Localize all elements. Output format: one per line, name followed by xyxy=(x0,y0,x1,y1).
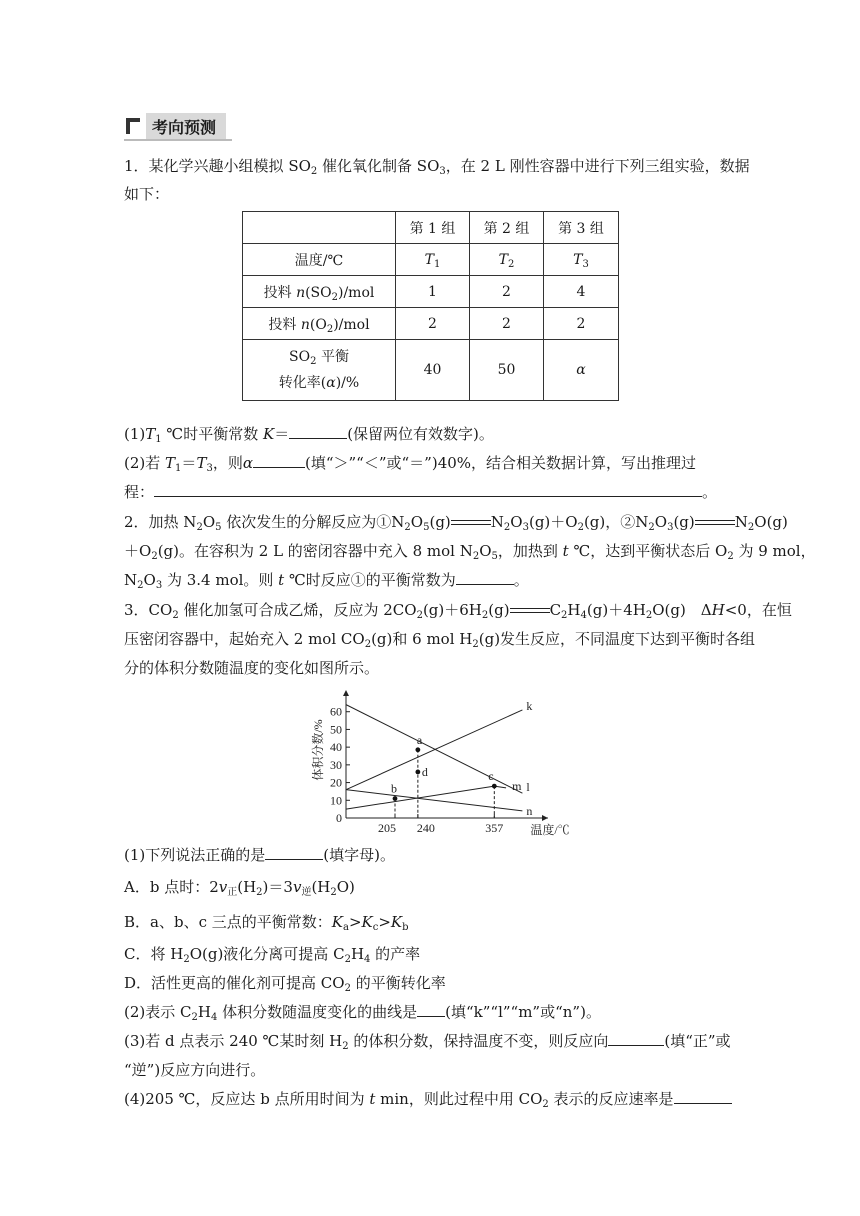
table-cell: 1 xyxy=(396,276,470,308)
point-b xyxy=(393,796,398,801)
answer-blank[interactable] xyxy=(154,482,702,497)
conversion-label: $SO_2$ 平衡 转化率(α)/% xyxy=(243,340,396,401)
x-tick-label: 357 xyxy=(485,821,504,835)
q3-option-a: A．b 点时：$2v_正(H_2)=3v_逆(H_2O)$ xyxy=(124,878,355,898)
q1-stem-line1: 1．某化学兴趣小组模拟 $SO_2$ 催化氧化制备 $SO_3$，在 2 L 刚性容器中进行下列三组实验，数据 xyxy=(124,157,750,177)
y-tick-label: 20 xyxy=(330,775,342,790)
q3-sub3-line2: “逆”)反应方向进行。 xyxy=(124,1061,266,1079)
y-tick-label: 10 xyxy=(330,793,342,808)
section-header xyxy=(124,114,226,138)
y-axis-label: 体积分数/% xyxy=(311,719,325,781)
point-label-c: c xyxy=(488,769,494,784)
series-line-l xyxy=(346,705,522,794)
q1-data-table xyxy=(242,211,619,401)
y-tick-label: 0 xyxy=(336,811,342,825)
series-label-n: n xyxy=(526,803,533,818)
q1-stem-line2: 如下： xyxy=(124,185,170,203)
table-cell: $T_2$ xyxy=(470,244,544,276)
answer-blank[interactable] xyxy=(417,1002,445,1017)
q3-option-c: C．将 $H_2O(g)$液化分离可提高 $C_2H_4$ 的产率 xyxy=(124,945,421,965)
point-a xyxy=(415,747,420,752)
so2-label: 投料 $n(SO_2)$/mol xyxy=(243,276,396,308)
table-cell: 4 xyxy=(544,276,619,308)
q2-line2: $+O_2(g)$。在容积为 2 L 的密闭容器中充入 8 mol $N_2O_5$，加热到 t ℃，达到平衡状态后 $O_2$ 为 9 mol， xyxy=(124,542,816,562)
temp-label: 温度/℃ xyxy=(243,244,396,276)
series-label-m: m xyxy=(512,778,522,793)
section-underline xyxy=(124,139,232,141)
table-cell: 40 xyxy=(396,340,470,401)
answer-blank[interactable] xyxy=(289,424,347,439)
q3-line1: 3．$CO_2$ 催化加氢可合成乙烯，反应为 $2CO_2(g)+6H_2(g)$ $C_2H_4(g)+4H_2O(g)$ ΔH<0，在恒 xyxy=(124,601,792,621)
table-cell: 50 xyxy=(470,340,544,401)
series-line-k xyxy=(346,710,522,790)
x-tick-label: 205 xyxy=(378,821,396,835)
x-axis-label: 温度/℃ xyxy=(530,823,570,837)
table-cell xyxy=(243,212,396,244)
point-c xyxy=(492,784,497,789)
y-tick-label: 60 xyxy=(330,704,342,719)
y-tick-label: 40 xyxy=(330,740,342,755)
series-label-k: k xyxy=(526,698,533,713)
x-axis-arrow-icon xyxy=(542,815,548,821)
q2-line1: 2．加热 $N_2O_5$ 依次发生的分解反应为$①N_2O_5(g)$ $N_2O_3(g)+O_2(g)$，$②N_2O_3(g)$ $N_2O(g)$ xyxy=(124,513,788,533)
q3-sub4: (4)205 ℃，反应达 b 点所用时间为 t min，则此过程中用 $CO_2$ 表示的反应速率是 xyxy=(124,1089,736,1109)
table-cell: α xyxy=(544,340,619,401)
q1-part1: $(1)T_1$ ℃时平衡常数 K＝ (保留两位有效数字)。 xyxy=(124,425,494,445)
table-cell: $T_3$ xyxy=(544,244,619,276)
table-header-group1: 第 1 组 xyxy=(396,212,470,244)
q1-part2-line2: 程： 。 xyxy=(124,483,718,501)
answer-blank[interactable] xyxy=(265,845,323,860)
point-label-d: d xyxy=(421,764,428,779)
table-row xyxy=(243,244,619,276)
table-cell: 2 xyxy=(470,308,544,340)
o2-label: 投料 $n(O_2)$/mol xyxy=(243,308,396,340)
series-label-l: l xyxy=(526,780,530,795)
q3-sub2: (2)表示 $C_2H_4$ 体积分数随温度变化的曲线是 (填“k”“l”“m”或“n”)。 xyxy=(124,1003,601,1023)
q2-line3: $N_2O_3$ 为 3.4 mol。则 t ℃时反应①的平衡常数为 。 xyxy=(124,571,529,591)
table-cell: 2 xyxy=(544,308,619,340)
point-label-a: a xyxy=(416,732,423,747)
x-tick-label: 240 xyxy=(416,821,435,835)
table-row xyxy=(243,276,619,308)
table-row xyxy=(243,340,619,401)
point-label-b: b xyxy=(391,781,397,796)
q3-option-b: B．a、b、c 三点的平衡常数：$K_a>K_c>K_b$ xyxy=(124,913,409,933)
table-header-group2: 第 2 组 xyxy=(470,212,544,244)
y-tick-label: 50 xyxy=(330,722,342,737)
y-tick-label: 30 xyxy=(330,757,342,772)
q3-option-d: D．活性更高的催化剂可提高 $CO_2$ 的平衡转化率 xyxy=(124,974,446,994)
y-axis-arrow-icon xyxy=(343,690,349,696)
section-marker-icon xyxy=(124,116,142,136)
table-cell: $T_1$ xyxy=(396,244,470,276)
q1-part2-line1: (2)若 $T_1=T_3$，则α (填“＞”“＜”或“＝”)40%，结合相关数据计算，写出推理过 xyxy=(124,454,697,474)
equilibrium-arrow-icon xyxy=(451,518,491,528)
table-header-group3: 第 3 组 xyxy=(544,212,619,244)
table-row xyxy=(243,212,619,244)
q3-sub3-line1: (3)若 d 点表示 240 ℃某时刻 $H_2$ 的体积分数，保持温度不变，则反应向 (填“正”或 xyxy=(124,1032,731,1052)
point-d xyxy=(415,770,420,775)
table-row xyxy=(243,308,619,340)
answer-blank[interactable] xyxy=(608,1031,664,1046)
table-cell: 2 xyxy=(470,276,544,308)
q3-sub1: (1)下列说法正确的是 (填字母)。 xyxy=(124,846,395,864)
q3-line2: 压密闭容器中，起始充入 2 mol $CO_2(g)$和 6 mol $H_2(g)$发生反应，不同温度下达到平衡时各组 xyxy=(124,630,756,650)
equilibrium-arrow-icon xyxy=(510,606,550,616)
section-title: 考向预测 xyxy=(146,113,226,140)
q3-line3: 分的体积分数随温度的变化如图所示。 xyxy=(124,659,380,677)
series-line-n xyxy=(346,790,522,811)
answer-blank[interactable] xyxy=(456,570,514,585)
volume-fraction-chart xyxy=(310,688,570,838)
table-cell: 2 xyxy=(396,308,470,340)
equilibrium-arrow-icon xyxy=(695,518,735,528)
answer-blank[interactable] xyxy=(674,1089,732,1104)
answer-blank[interactable] xyxy=(253,453,305,468)
